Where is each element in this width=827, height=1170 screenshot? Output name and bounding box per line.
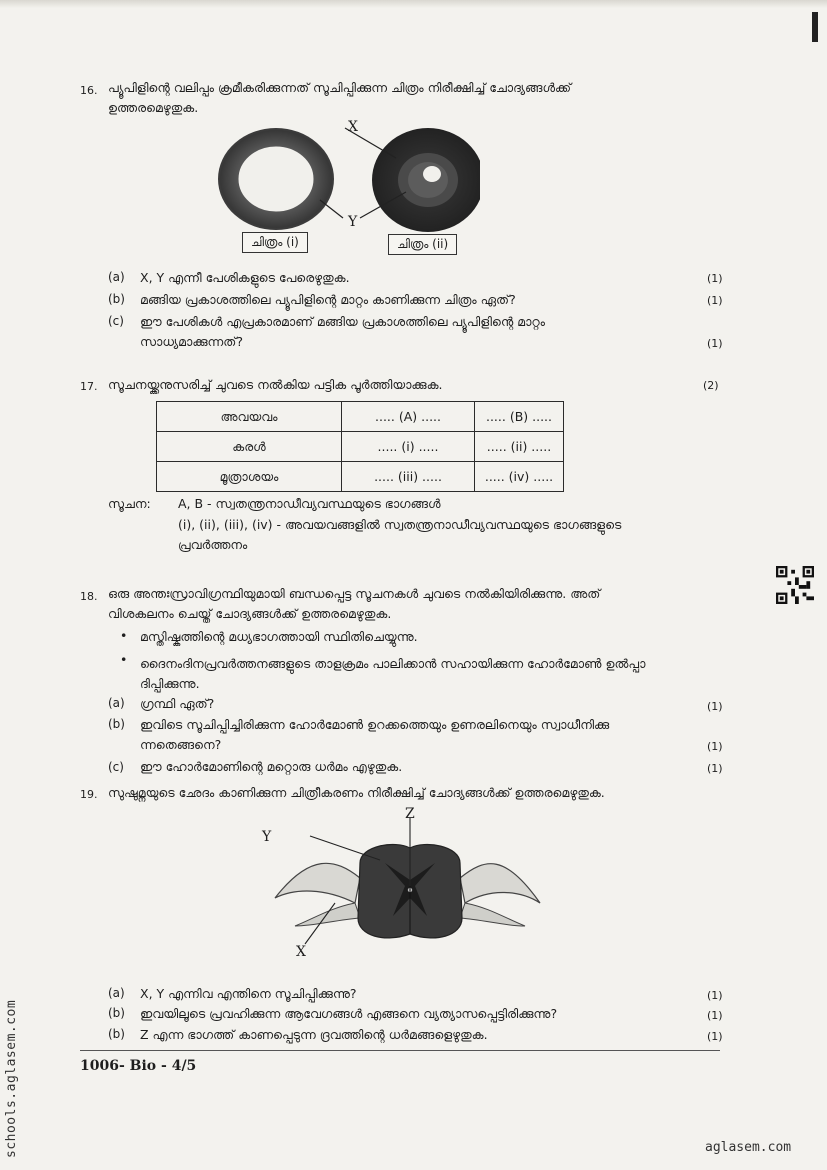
q17-table	[156, 401, 564, 492]
q19c-text: Z എന്ന ഭാഗത്ത് കാണപ്പെടുന്ന ദ്രവത്തിന്റെ ധർമങ്ങളെഴുതുക.	[140, 1027, 488, 1042]
caption-figure-ii: ചിത്രം (ii)	[388, 234, 457, 255]
table-cell: ..... (i) .....	[342, 432, 475, 462]
bullet-dot: •	[120, 652, 128, 667]
watermark-right: aglasem.com	[705, 1140, 792, 1155]
q18a-mark: (1)	[707, 700, 723, 713]
q16-label-y: Y	[348, 214, 358, 230]
qr-code	[776, 566, 814, 604]
page-top-edge	[0, 0, 827, 8]
table-cell: ..... (iv) .....	[475, 462, 564, 492]
q19b-label: (b)	[108, 1006, 125, 1020]
q19c-mark: (1)	[707, 1030, 723, 1043]
q17-mark: (2)	[703, 379, 719, 392]
q16c-text2: സാധ്യമാക്കുന്നത്?	[140, 334, 243, 349]
pupil-figure-i	[238, 146, 314, 212]
q17-hint2: (i), (ii), (iii), (iv) - അവയവങ്ങളിൽ സ്വതന്ത്രനാഡീവ്യവസ്ഥയുടെ ഭാഗങ്ങളുടെ	[178, 517, 622, 532]
q17-number: 17.	[80, 380, 98, 393]
table-row	[157, 432, 564, 462]
q16c-mark: (1)	[707, 337, 723, 350]
q18c-text: ഈ ഹോർമോണിന്റെ മറ്റൊരു ധർമം എഴുതുക.	[140, 759, 403, 774]
table-row	[157, 462, 564, 492]
q18-bullet2-line1: ദൈനംദിനപ്രവർത്തനങ്ങളുടെ താളക്രമം പാലിക്കാൻ സഹായിക്കുന്ന ഹോർമോൺ ഉൽപ്പാ	[140, 656, 646, 671]
q19a-label: (a)	[108, 986, 125, 1000]
q16b-label: (b)	[108, 292, 125, 306]
q17-hint3: പ്രവർത്തനം	[178, 537, 248, 552]
q19a-mark: (1)	[707, 989, 723, 1002]
q19c-label: (b)	[108, 1027, 125, 1041]
page-corner-mark	[812, 12, 818, 42]
q16b-text: മങ്ങിയ പ്രകാശത്തിലെ പ്യൂപിളിന്റെ മാറ്റം കാണിക്കുന്ന ചിത്രം ഏത്?	[140, 292, 516, 307]
q18-text-line1: ഒരു അന്തഃസ്രാവിഗ്രന്ഥിയുമായി ബന്ധപ്പെട്ട സൂചനകൾ ചുവടെ നൽകിയിരിക്കുന്നു. അത്	[108, 586, 601, 601]
q18-bullet2-line2: ദിപ്പിക്കുന്നു.	[140, 676, 200, 691]
q19-text: സുഷുമ്നയുടെ ഛേദം കാണിക്കുന്ന ചിത്രീകരണം നിരീക്ഷിച്ച് ചോദ്യങ്ങൾക്ക് ഉത്തരമെഴുതുക.	[108, 785, 605, 800]
q16-number: 16.	[80, 84, 98, 97]
q19-label-x: X	[296, 944, 306, 960]
table-cell: ..... (ii) .....	[475, 432, 564, 462]
q18b-text2: ന്നതെങ്ങനെ?	[140, 737, 222, 752]
pupil-figure-ii	[423, 166, 441, 182]
q16a-label: (a)	[108, 270, 125, 284]
q19a-text: X, Y എന്നിവ എന്തിനെ സൂചിപ്പിക്കുന്നു?	[140, 986, 357, 1001]
q18b-text: ഇവിടെ സൂചിപ്പിച്ചിരിക്കുന്ന ഹോർമോൺ ഉറക്കത്തെയും ഉണരലിനെയും സ്വാധീനിക്കു	[140, 717, 610, 732]
q19b-mark: (1)	[707, 1009, 723, 1022]
watermark-left: schools.aglasem.com	[4, 999, 19, 1158]
paper-code: 1006- Bio - 4/5	[80, 1058, 197, 1074]
footer-divider	[80, 1050, 720, 1051]
q16-text-line1: പ്യൂപിളിന്റെ വലിപ്പം ക്രമീകരിക്കുന്നത് സൂചിപ്പിക്കുന്ന ചിത്രം നിരീക്ഷിച്ച് ചോദ്യങ്ങൾക്ക്	[108, 80, 572, 95]
q18a-text: ഗ്രന്ഥി ഏത്?	[140, 696, 215, 711]
q16-text-line2: ഉത്തരമെഴുതുക.	[108, 100, 199, 115]
q19b-text: ഇവയിലൂടെ പ്രവഹിക്കുന്ന ആവേഗങ്ങൾ എങ്ങനെ വ്യത്യാസപ്പെട്ടിരിക്കുന്നു?	[140, 1006, 558, 1021]
table-cell: ..... (B) .....	[475, 402, 564, 432]
q18b-label: (b)	[108, 717, 125, 731]
q18b-mark: (1)	[707, 740, 723, 753]
table-cell: കരൾ	[157, 432, 342, 462]
q16c-label: (c)	[108, 314, 124, 328]
q17-hint1: A, B - സ്വതന്ത്രനാഡീവ്യവസ്ഥയുടെ ഭാഗങ്ങൾ	[178, 496, 441, 511]
q16b-mark: (1)	[707, 294, 723, 307]
q16a-text: X, Y എന്നീ പേശികളുടെ പേരെഴുതുക.	[140, 270, 350, 285]
table-cell: അവയവം	[157, 402, 342, 432]
q16a-mark: (1)	[707, 272, 723, 285]
table-cell: ..... (A) .....	[342, 402, 475, 432]
q18a-label: (a)	[108, 696, 125, 710]
caption-figure-i: ചിത്രം (i)	[242, 232, 308, 253]
q18c-mark: (1)	[707, 762, 723, 775]
q16c-text: ഈ പേശികൾ എപ്രകാരമാണ് മങ്ങിയ പ്രകാശത്തിലെ പ്യൂപിളിന്റെ മാറ്റം	[140, 314, 545, 329]
table-row	[157, 402, 564, 432]
q19-label-z: Z	[405, 806, 415, 822]
q17-hint-label: സൂചന:	[108, 496, 151, 511]
q19-number: 19.	[80, 788, 98, 801]
q19-label-y: Y	[262, 829, 272, 845]
q17-text: സൂചനയ്ക്കനുസരിച്ച് ചുവടെ നൽകിയ പട്ടിക പൂർത്തിയാക്കുക.	[108, 377, 443, 392]
bullet-dot: •	[120, 628, 128, 643]
q18-text-line2: വിശകലനം ചെയ്ത് ചോദ്യങ്ങൾക്ക് ഉത്തരമെഴുതുക.	[108, 606, 392, 621]
q18-bullet1: മസ്തിഷ്കത്തിന്റെ മധ്യഭാഗത്തായി സ്ഥിതിചെയ്യുന്നു.	[140, 629, 418, 644]
q18c-label: (c)	[108, 760, 124, 774]
q18-number: 18.	[80, 590, 98, 603]
q16-label-x: X	[348, 119, 358, 135]
table-cell: ..... (iii) .....	[342, 462, 475, 492]
table-cell: മൂത്രാശയം	[157, 462, 342, 492]
